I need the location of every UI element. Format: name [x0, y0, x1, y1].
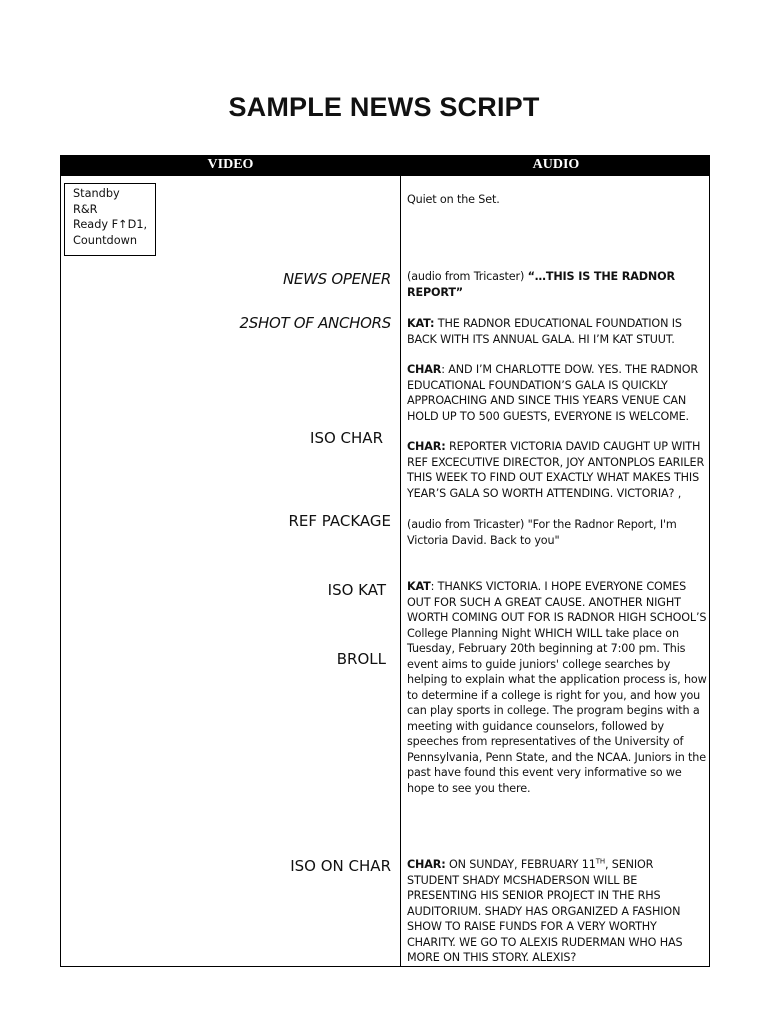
audio-kat-2	[407, 579, 707, 796]
audio-column-header: AUDIO	[532, 157, 580, 172]
superscript: TH	[595, 857, 605, 866]
standby-line: Standby	[73, 187, 120, 200]
cue-iso-on-char: ISO ON CHAR	[290, 857, 391, 875]
standby-line: R&R	[73, 202, 98, 216]
audio-opener	[407, 269, 707, 300]
audio-kat-1	[407, 316, 707, 347]
audio-char-1	[407, 362, 707, 424]
speaker-label: CHAR	[407, 363, 442, 376]
audio-text: ON SUNDAY, FEBRUARY 11	[445, 858, 596, 871]
speaker-label: CHAR:	[407, 440, 446, 453]
cue-two-shot: 2SHOT OF ANCHORS	[239, 314, 391, 332]
audio-text: REPORTER VICTORIA DAVID CAUGHT UP WITH REF EXCECUTIVE DIRECTOR, JOY ANTONPLOS EARILER THIS WEEK TO FIND OUT EXACTLY WHAT MAKES THIS YEAR’S GALA SO WORTH ATTENDING. VICTORIA? ,	[407, 440, 705, 500]
page-title: SAMPLE NEWS SCRIPT	[228, 92, 540, 122]
cue-news-opener: NEWS OPENER	[283, 270, 391, 288]
cue-iso-char: ISO CHAR	[310, 429, 383, 447]
standby-box	[64, 183, 156, 256]
audio-quiet: Quiet on the Set.	[407, 193, 500, 206]
speaker-label: KAT	[407, 580, 431, 593]
cue-ref-package: REF PACKAGE	[288, 512, 391, 530]
column-divider	[400, 176, 401, 967]
audio-opener-bold: “…THIS IS THE RADNOR REPORT”	[407, 270, 675, 299]
audio-char-2	[407, 439, 707, 501]
table-header	[60, 155, 710, 176]
speaker-label: KAT:	[407, 317, 435, 330]
video-column-header: VIDEO	[207, 157, 254, 172]
standby-line: Countdown	[73, 233, 138, 247]
audio-text: THE RADNOR EDUCATIONAL FOUNDATION IS BACK WITH ITS ANNUAL GALA. HI I’M KAT STUUT.	[407, 317, 682, 346]
audio-opener-prefix: (audio from Tricaster)	[407, 270, 528, 283]
audio-text: : THANKS VICTORIA. I HOPE EVERYONE COMES OUT FOR SUCH A GREAT CAUSE. ANOTHER NIGHT WORTH COMING OUT FOR IS RADNOR HIGH SCHOOL’S College Planning Night WHICH WILL take place on Tuesday, February 20th beginning at 7:00 pm. This event aims to guide juniors' college searches by helping to explain what the application process is, how to determine if a college is right for you, and how you can play sports in college. The program begins with a meeting with guidance counselors, followed by speeches from representatives of the University of Pennsylvania, Penn State, and the NCAA. Juniors in the past have found this event very informative so we hope to see you there.	[407, 580, 707, 795]
audio-ref-package: (audio from Tricaster) "For the Radnor Report, I'm Victoria David. Back to you"	[407, 518, 677, 547]
cue-iso-kat: ISO KAT	[327, 581, 386, 599]
audio-text: : AND I’M CHARLOTTE DOW. YES. THE RADNOR EDUCATIONAL FOUNDATION’S GALA IS QUICKLY APPROACHING AND SINCE THIS YEARS VENUE CAN HOLD UP TO 500 GUESTS, EVERYONE IS WELCOME.	[407, 363, 699, 423]
audio-text: , SENIOR STUDENT SHADY MCSHADERSON WILL BE PRESENTING HIS SENIOR PROJECT IN THE RHS AUDITORIUM. SHADY HAS ORGANIZED A FASHION SHOW TO RAISE FUNDS FOR A VERY WORTHY CHARITY. WE GO TO ALEXIS RUDERMAN WHO HAS MORE ON THIS STORY. ALEXIS?	[407, 858, 683, 964]
standby-line: Ready F↑D1,	[73, 218, 148, 232]
speaker-label: CHAR:	[407, 858, 446, 871]
audio-char-3	[407, 857, 707, 966]
cue-broll: BROLL	[336, 650, 386, 668]
